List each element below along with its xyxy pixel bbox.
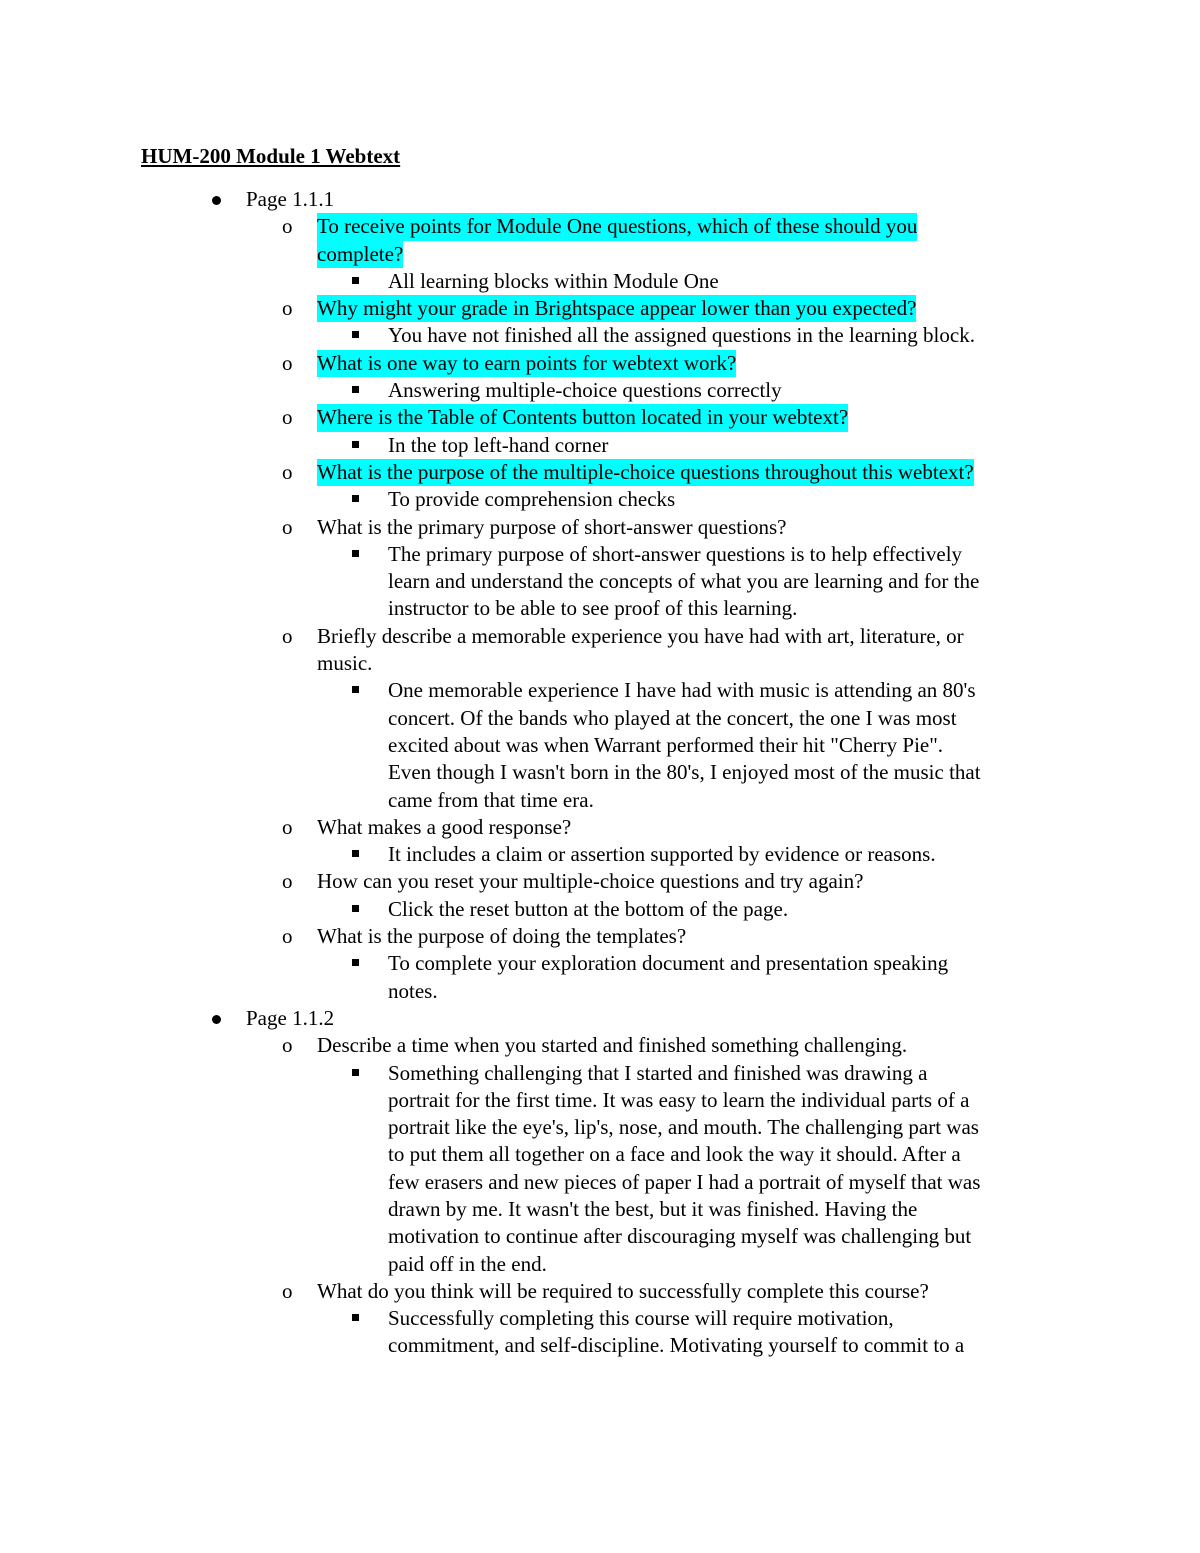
square-bullet-icon xyxy=(352,277,359,284)
square-bullet-icon xyxy=(352,441,359,448)
square-bullet-icon xyxy=(352,959,359,966)
answer-text: drawn by me. It wasn't the best, but it was finished. Having the xyxy=(388,1196,918,1221)
question-line xyxy=(0,1278,1200,1305)
answer-line xyxy=(0,595,1200,622)
question-text: Briefly describe a memorable experience you have had with art, literature, or xyxy=(317,623,964,648)
answer-line xyxy=(0,1196,1200,1223)
filled-circle-bullet-icon xyxy=(212,196,221,205)
hollow-circle-bullet-icon: o xyxy=(282,869,293,894)
answer-text: To provide comprehension checks xyxy=(388,487,676,512)
answer-line xyxy=(0,1305,1200,1332)
answer-text: Click the reset button at the bottom of the page. xyxy=(388,896,789,921)
question-line xyxy=(0,514,1200,541)
document-title: HUM-200 Module 1 Webtext xyxy=(141,144,401,168)
question-text: What is the primary purpose of short-answer questions? xyxy=(317,514,787,539)
answer-line xyxy=(0,841,1200,868)
answer-line xyxy=(0,1169,1200,1196)
square-bullet-icon xyxy=(352,1314,359,1321)
question-line xyxy=(0,213,1200,240)
answer-text: Something challenging that I started and finished was drawing a xyxy=(388,1060,928,1085)
square-bullet-icon xyxy=(352,331,359,338)
answer-line xyxy=(0,322,1200,349)
answer-text: It includes a claim or assertion supported by evidence or reasons. xyxy=(388,842,936,867)
question-line xyxy=(0,350,1200,377)
answer-line xyxy=(0,1332,1200,1359)
question-text: Why might your grade in Brightspace appear lower than you expected? xyxy=(317,295,916,322)
answer-line xyxy=(0,1060,1200,1087)
question-text: Describe a time when you started and finished something challenging. xyxy=(317,1033,908,1058)
page-label: Page 1.1.1 xyxy=(246,187,335,211)
answer-line xyxy=(0,377,1200,404)
answer-line xyxy=(0,705,1200,732)
question-line xyxy=(0,650,1200,677)
hollow-circle-bullet-icon: o xyxy=(282,459,293,484)
question-line xyxy=(0,868,1200,895)
answer-line xyxy=(0,759,1200,786)
hollow-circle-bullet-icon: o xyxy=(282,514,293,539)
hollow-circle-bullet-icon: o xyxy=(282,814,293,839)
answer-line xyxy=(0,1223,1200,1250)
hollow-circle-bullet-icon: o xyxy=(282,350,293,375)
answer-line xyxy=(0,541,1200,568)
answer-text: few erasers and new pieces of paper I had a portrait of myself that was xyxy=(388,1169,981,1194)
answer-text: portrait like the eye's, lip's, nose, and mouth. The challenging part was xyxy=(388,1115,979,1140)
answer-line xyxy=(0,486,1200,513)
question-line xyxy=(0,459,1200,486)
page-label: Page 1.1.2 xyxy=(246,1005,335,1030)
hollow-circle-bullet-icon: o xyxy=(282,405,293,430)
answer-line xyxy=(0,1087,1200,1114)
question-line xyxy=(0,241,1200,268)
answer-text: came from that time era. xyxy=(388,787,594,812)
hollow-circle-bullet-icon: o xyxy=(282,1278,293,1303)
answer-text: instructor to be able to see proof of this learning. xyxy=(388,596,798,621)
answer-line xyxy=(0,677,1200,704)
answer-text: Successfully completing this course will require motivation, xyxy=(388,1306,894,1331)
answer-line xyxy=(0,568,1200,595)
answer-line xyxy=(0,787,1200,814)
question-text: Where is the Table of Contents button located in your webtext? xyxy=(317,404,848,431)
square-bullet-icon xyxy=(352,550,359,557)
question-text: music. xyxy=(317,651,373,676)
answer-line xyxy=(0,268,1200,295)
answer-text: learn and understand the concepts of what you are learning and for the xyxy=(388,569,980,594)
question-text: What makes a good response? xyxy=(317,814,572,839)
page-section-heading xyxy=(0,186,1200,213)
hollow-circle-bullet-icon: o xyxy=(282,296,293,321)
question-text: To receive points for Module One questions, which of these should you xyxy=(317,213,917,240)
answer-line xyxy=(0,732,1200,759)
outline-list xyxy=(0,186,1200,1360)
answer-text: Even though I wasn't born in the 80's, I enjoyed most of the music that xyxy=(388,760,981,785)
answer-text: concert. Of the bands who played at the concert, the one I was most xyxy=(388,705,957,730)
question-text: complete? xyxy=(317,241,403,268)
answer-line xyxy=(0,432,1200,459)
question-text: What is the purpose of doing the templates? xyxy=(317,924,687,949)
answer-text: portrait for the first time. It was easy to learn the individual parts of a xyxy=(388,1087,970,1112)
hollow-circle-bullet-icon: o xyxy=(282,623,293,648)
answer-text: All learning blocks within Module One xyxy=(388,268,719,293)
answer-text: You have not finished all the assigned questions in the learning block. xyxy=(388,323,975,348)
question-text: What is one way to earn points for webtext work? xyxy=(317,350,736,377)
square-bullet-icon xyxy=(352,386,359,393)
question-line xyxy=(0,1032,1200,1059)
answer-text: Answering multiple-choice questions correctly xyxy=(388,378,782,403)
square-bullet-icon xyxy=(352,686,359,693)
page-section-heading xyxy=(0,1005,1200,1032)
question-line xyxy=(0,295,1200,322)
answer-line xyxy=(0,1114,1200,1141)
filled-circle-bullet-icon xyxy=(212,1015,221,1024)
question-text: What do you think will be required to successfully complete this course? xyxy=(317,1278,929,1303)
answer-text: commitment, and self-discipline. Motivating yourself to commit to a xyxy=(388,1333,965,1358)
question-line xyxy=(0,814,1200,841)
square-bullet-icon xyxy=(352,1069,359,1076)
answer-text: In the top left-hand corner xyxy=(388,432,609,457)
square-bullet-icon xyxy=(352,905,359,912)
question-line xyxy=(0,923,1200,950)
answer-text: to put them all together on a face and look the way it should. After a xyxy=(388,1142,961,1167)
question-text: What is the purpose of the multiple-choice questions throughout this webtext? xyxy=(317,459,974,486)
answer-line xyxy=(0,896,1200,923)
square-bullet-icon xyxy=(352,495,359,502)
answer-text: One memorable experience I have had with music is attending an 80's xyxy=(388,678,976,703)
answer-line xyxy=(0,950,1200,977)
answer-text: notes. xyxy=(388,978,438,1003)
question-line xyxy=(0,404,1200,431)
answer-line xyxy=(0,1141,1200,1168)
answer-text: paid off in the end. xyxy=(388,1251,547,1276)
hollow-circle-bullet-icon: o xyxy=(282,214,293,239)
answer-line xyxy=(0,1251,1200,1278)
answer-text: To complete your exploration document and presentation speaking xyxy=(388,951,949,976)
square-bullet-icon xyxy=(352,850,359,857)
answer-text: The primary purpose of short-answer questions is to help effectively xyxy=(388,541,963,566)
question-text: How can you reset your multiple-choice questions and try again? xyxy=(317,869,864,894)
hollow-circle-bullet-icon: o xyxy=(282,1033,293,1058)
answer-text: excited about was when Warrant performed their hit "Cherry Pie". xyxy=(388,732,944,757)
answer-line xyxy=(0,978,1200,1005)
question-line xyxy=(0,623,1200,650)
hollow-circle-bullet-icon: o xyxy=(282,924,293,949)
answer-text: motivation to continue after discouraging myself was challenging but xyxy=(388,1224,972,1249)
